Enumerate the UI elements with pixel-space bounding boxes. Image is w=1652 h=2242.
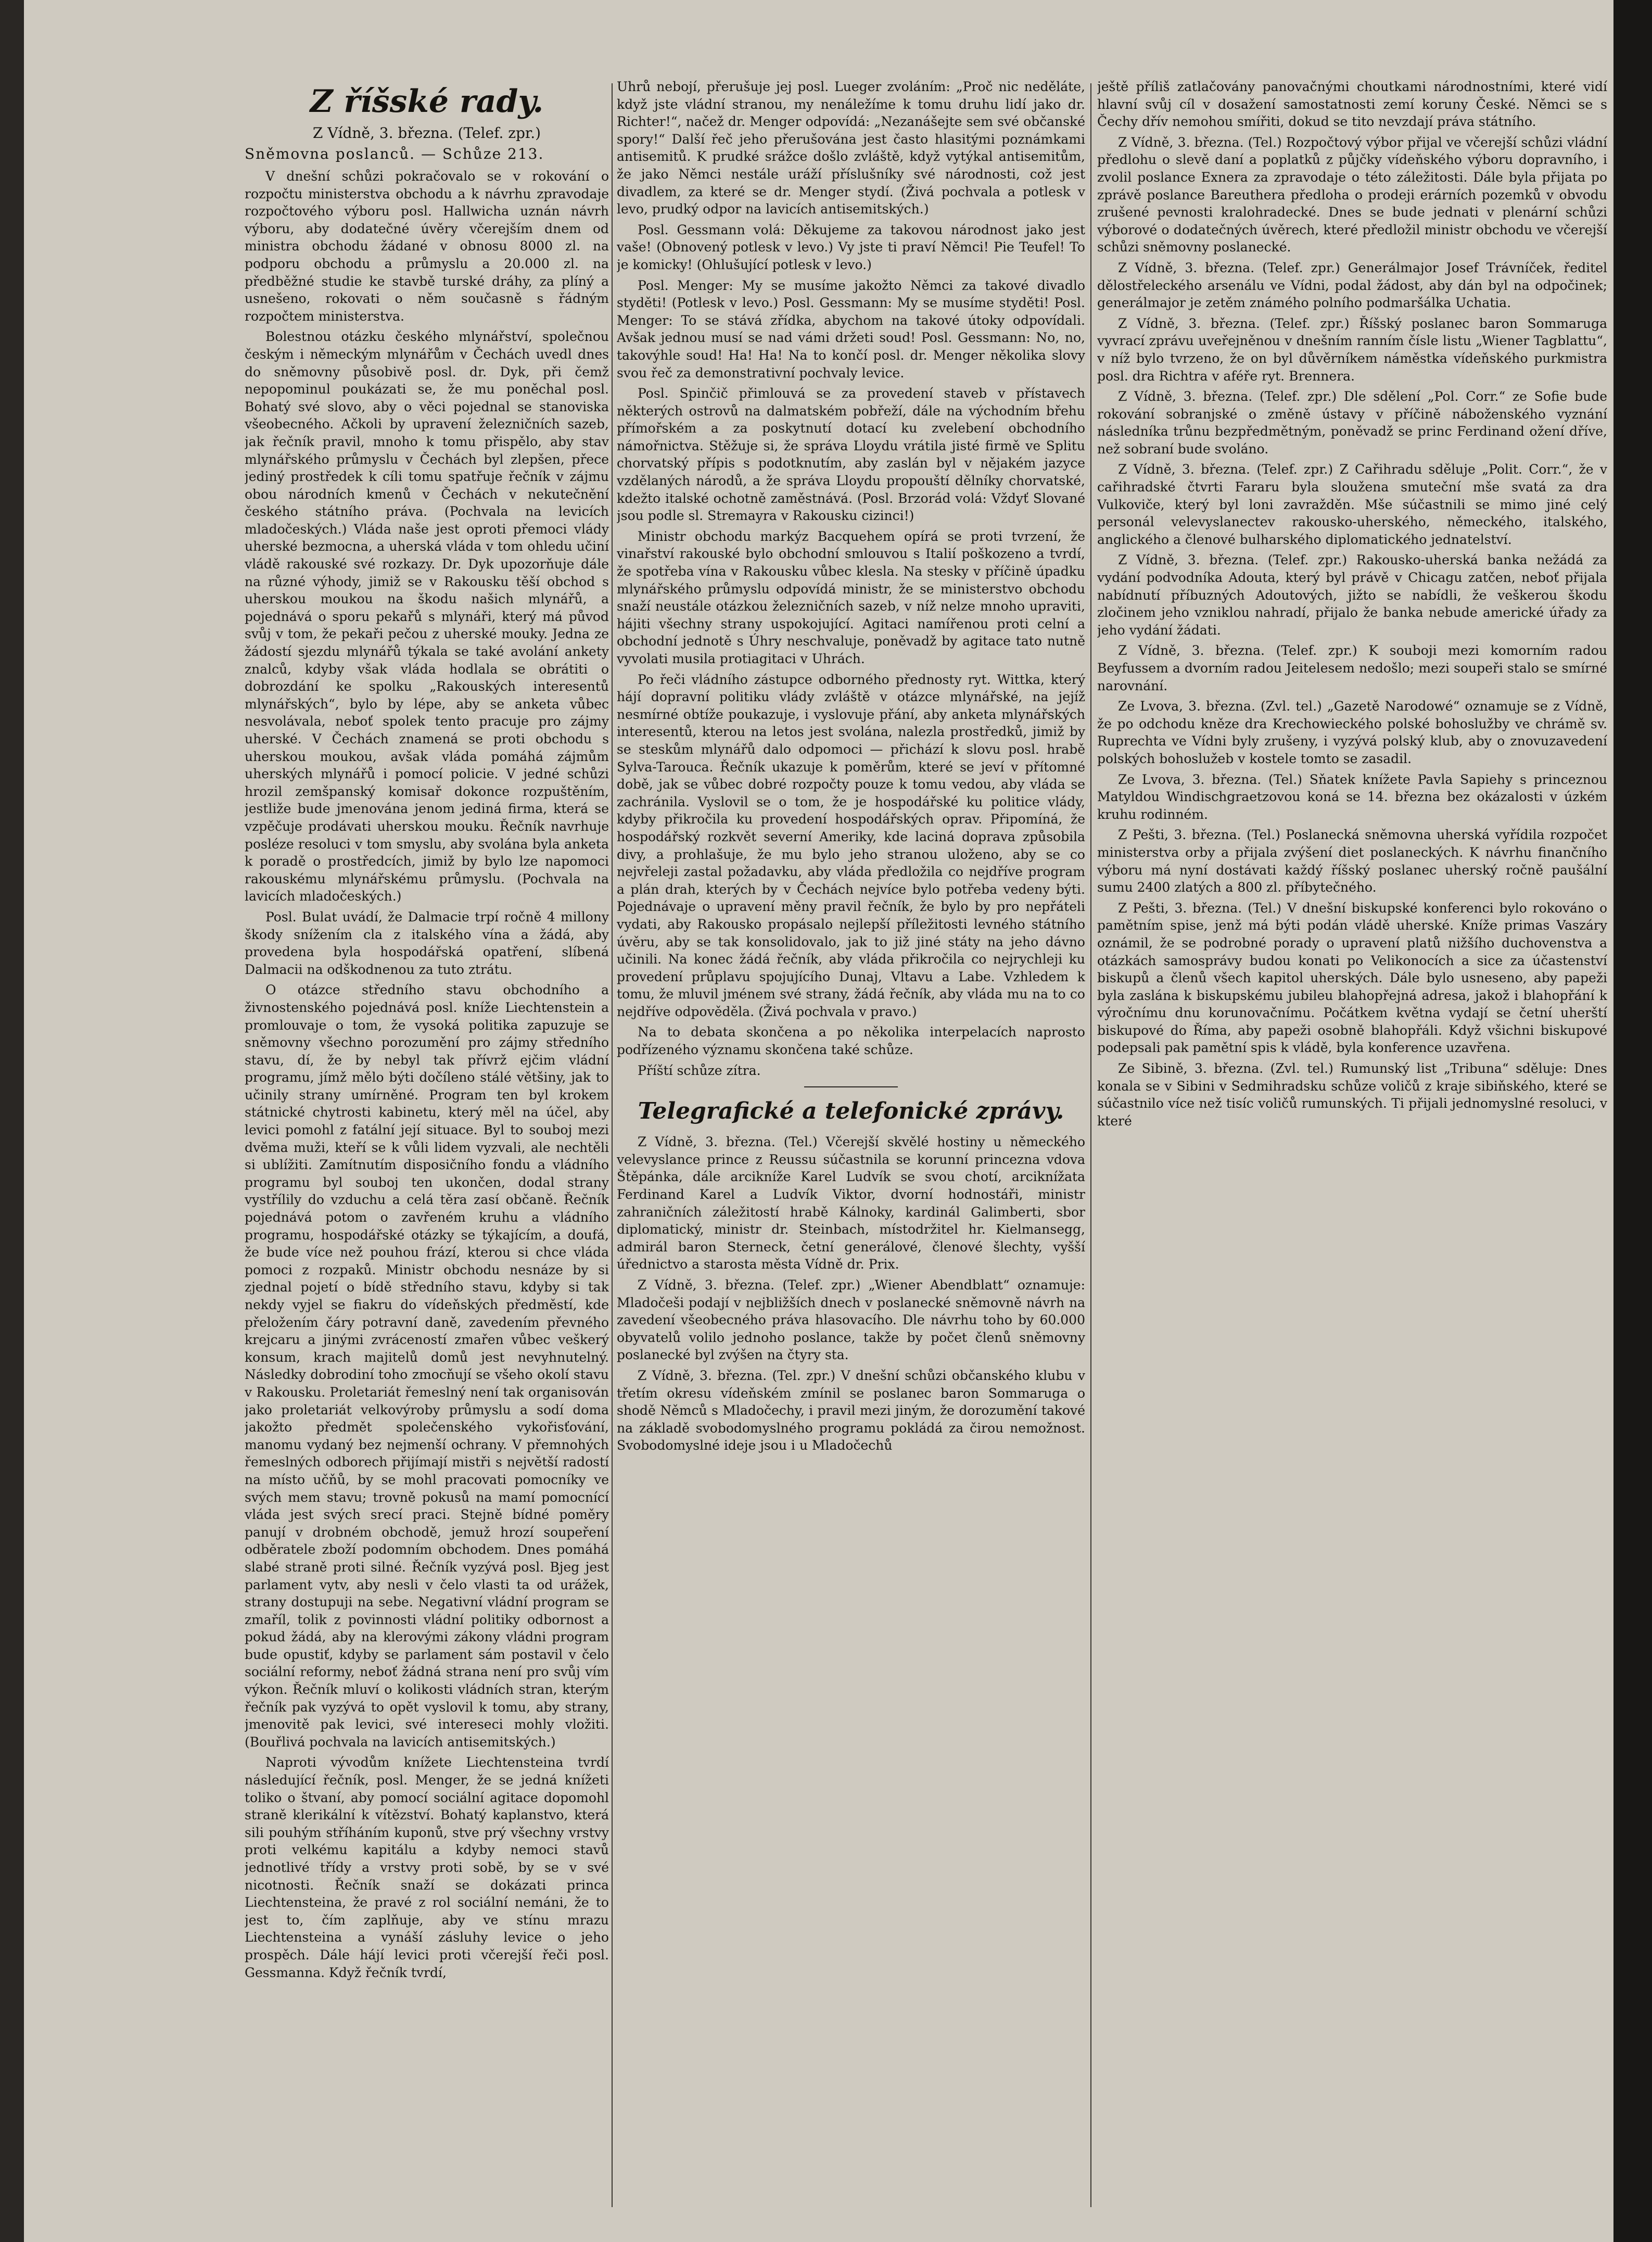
article-paragraph: Naproti vývodům knížete Liechtensteina tvrdí následující řečník, posl. Menger, že se jedná knížeti toliko o štvaní, aby pomocí sociální agitace dopomohl straně klerikální k vítězství. Bohatý kaplanstvo, která sili pouhým stříháním kuponů, stve prý všechny vrstvy proti velkému kapitálu a kdyby nemoci stavů jednotlivé třídy a vrstvy proti sobě, by se v své nicotnosti. Řečník snaží se dokázati princa Liechtensteina, že pravé z rol sociální nemáni, že to jest to, čím zaplňuje, aby ve stínu mrazu Liechtensteina a vynáší zásluhy levice o jeho prospěch. Dále hájí levici proti včerejší řeči posl. Gessmanna. Když řečník tvrdí, xyxy=(245,1755,609,1980)
news-item: Z Vídně, 3. března. (Tel. zpr.) V dnešní schůzi občanského klubu v třetím okresu vídeňském zmínil se poslanec baron Sommaruga o shodě Němců s Mladočechy, i pravil mezi jiným, že dorozumění takové na základě svobodomyslného programu pokládá za čirou nemožnost. Svobodomyslné ideje jsou i u Mladočechů xyxy=(617,1367,1085,1453)
article-paragraph: Posl. Bulat uvádí, že Dalmacie trpí ročně 4 millony škody snížením cla z italského vína a žádá, aby provedena byla hospodářská opatření, slíbená Dalmacii na odškodnenou za tuto ztrátu. xyxy=(245,909,609,977)
news-item: Z Pešti, 3. března. (Tel.) V dnešní biskupské konferenci bylo rokováno o pamětním spise, jenž má býti podán vládě uherské. Kníže primas Vaszáry oznámil, že se podrobné porady o upravení platů nižšího duchovenstva a otázkách samosprávy budou konati po Velikonocích a sice za účastenství biskupů a členů všech kapitol uherských. Dále bylo usneseno, aby papeži byla zaslána k biskupskému jubileu blahopřejná adresa, jakož i blahopřání k výročnímu dnu korunovačnímu. Počátkem května vydají se četní uherští biskupové do Říma, aby papeži osobně blahopřáli. Když všichni biskupové podepsali pak pamětní spis k vládě, byla konference uzavřena. xyxy=(1097,900,1607,1056)
article-paragraph: Ministr obchodu markýz Bacquehem opírá se proti tvrzení, že vinařství rakouské bylo obchodní smlouvou s Italií poškozeno a tvrdí, že spotřeba vína v Rakousku vůbec klesla. Na stesky v příčině úpadku mlynářského průmyslu odpovídá ministr, že se ministerstvo obchodu snaží neustále otázkou železničních sazeb, v níž nelze mnoho upraviti, hájiti všechny strany uspokojující. Agitaci namířenou proti celní a obchodní jednotě s Úhry neschvaluje, poněvadž by agitace tato nutně vyvolati musila protiagitaci v Uhrách. xyxy=(617,528,1085,666)
news-item: Z Vídně, 3. března. (Telef. zpr.) Říšský poslanec baron Sommaruga vyvrací zprávu uveřejněnou v dnešním ranním čísle listu „Wiener Tagblattu“, v níž bylo tvrzeno, že on byl důvěrníkem náměstka vídeňského purkmistra posl. dra Richtra v aféře ryt. Brennera. xyxy=(1097,315,1607,384)
news-item: Z Vídně, 3. března. (Tel.) Včerejší skvělé hostiny u německého velevyslance prince z Reussu súčastnila se korunní princezna vdova Štěpánka, dále arciknížе Karel Ludvík se svou chotí, arciknížata Ferdinand Karel a Ludvík Viktor, dvorní hodnostáři, ministr zahraničních záležitostí hrabě Kálnoky, kardinál Galimberti, sbor diplomatický, ministr dr. Steinbach, místodržitel hr. Kielmansegg, admirál baron Sterneck, četní generálové, členové šlechty, vyšší úřednictvo a starosta města Vídně dr. Prix. xyxy=(617,1134,1085,1272)
article-paragraph: Na to debata skončena a po několika interpelacích naprosto podřízeného významu skončena také schůze. xyxy=(617,1024,1085,1058)
column-3 xyxy=(1097,78,1607,2223)
article-paragraph: V dnešní schůzi pokračovalo se v rokování o rozpočtu ministerstva obchodu a k návrhu zpravodaje rozpočtového výboru posl. Hallwicha uznán návrh výboru, aby dodatečné úvěry včerejším dnem od ministra obchodu žádané v obnosu 8000 zl. na podporu obchodu a průmyslu a 20.000 zl. na předběžné studie ke stavbě turské dráhy, za plíný a usnešeno, rokovati o něm současně s řádným rozpočtem ministerstva. xyxy=(245,169,609,324)
article-paragraph: Posl. Gessmann volá: Děkujeme za takovou národnost jako jest vaše! (Obnovený potlesk v levo.) Vy jste ti praví Němci! Pie Teufel! To je komicky! (Ohlušující potlesk v levo.) xyxy=(617,222,1085,272)
news-item: Ze Sibině, 3. března. (Zvl. tel.) Rumunský list „Tribuna“ sděluje: Dnes konala se v Sibini v Sedmihradsku schůze voličů z kraje sibiňského, které se súčastnilo více než tisíc voličů rumunských. Ti přijali jednomyslné resoluci, v které xyxy=(1097,1061,1607,1129)
scan-edge-right xyxy=(1613,0,1652,2242)
column-2 xyxy=(617,78,1085,2223)
news-item: Z Vídně, 3. března. (Telef. zpr.) Z Cařihradu sděluje „Polit. Corr.“, že v cařihradské čtvrti Fararu byla sloužena smuteční mše svatá za dra Vulkoviče, který byl loni zavražděn. Mše súčastnili se mimo jiné celý personál velevyslanectev rakousko-uherského, německého, italského, anglického a členové bulharského diplomatického jednatelství. xyxy=(1097,462,1607,547)
dateline: Z Vídně, 3. března. (Telef. zpr.) xyxy=(312,124,541,142)
column-rule xyxy=(1090,83,1091,2207)
news-item: Ze Lvova, 3. března. (Zvl. tel.) „Gazetě Narodowé“ oznamuje se z Vídně, že po odchodu kněze dra Krechowieckého polské bohoslužby ve chrámě sv. Ruprechta ve Vídni byly zrušeny, i vyzývá polský klub, aby o znovuzavedení polských bohoslužeb v kostele tomto se zasadil. xyxy=(1097,699,1607,766)
news-item: Z Vídně, 3. března. (Telef. zpr.) K souboji mezi komorním radou Beyfussem a dvorním radou Jeitelesem nedošlo; mezi soupeři stalo se smírné narovnání. xyxy=(1097,643,1607,693)
news-item: Ze Lvova, 3. března. (Tel.) Sňatek knížete Pavla Sapiehy s princeznou Matyldou Windischgraetzovou koná se 14. března bez okázalosti v úzkém kruhu rodinném. xyxy=(1097,771,1607,822)
news-item: Z Vídně, 3. března. (Telef. zpr.) Rakousko-uherská banka nežádá za vydání podvodníka Adouta, který byl právě v Chicagu zatčen, neboť přijala nabídnutí příbuzných Adoutových, jižto se nabídli, že veškerou škodu zločinem jeho vzniklou nahradí, přijalo že banka nebude americké úřady za jeho vydání žádati. xyxy=(1097,552,1607,638)
article-paragraph: O otázce středního stavu obchodního a živnostenského pojednává posl. kníže Liechtenstein a promlouvaje o tom, že vysoká politika zapuzuje se sněmovny všechno porozumění pro zájmy středního stavu, dí, že by nebyl tak přívrž ejčim vládní programu, jímž mělo býti dočíleno stálé většiny, jak to učinily strany umírněné. Program ten byl krokem státnické chytrosti kabinetu, který měl na účel, aby levici pomohl z fatální její situace. Byl to souboj mezi dvěma muži, kteří se k vůli lidem vyzvali, ale nechtěli si ublížiti. Zamítnutím disposičního fondu a vládního programu byl souboj ten ukončen, dodal strany vystřílily do vzduchu a celá těra zasí občaně. Řečník pojednává potom o zavřeném kruhu a vládního programu, hospodářské otázky se týkajícím, a doufá, že bude více než pouhou frází, kterou si chce vláda pomoci z rozpaků. Ministr obchodu nesnáze by si zjednal pojetí o bídě středního stavu, kdyby si tak nekdy vyjel se fiakru do vídeňských předměstí, kde přeložením čáry potravní daně, zavedením převného krejcaru a jinými zvráceností zmařen vůbec veškerý konsum, krach majitelů domů jest nevyhnutelný. Následky dobrodiní toho zmocňují se všeho okolí stavu v Rakousku. Proletariát řemeslný není tak organisován jako proletariát velkovýroby průmyslu a sodí doma jakožto předmět společenského vykořisťování, manomu vydaný bez nejmenší ochrany. V přemnohých řemeslných odborech přijímají mistři s největší radostí na místo učňů, by se mohl pracovati pomocníky ve svých mem stavu; trovně pokusů na mamí pomocnící vláda jest svých srecí praci. Stejně bídné poměry panují v drobném obchodě, jemuž hrozí soupeření odběratele zboží podomním obchodem. Dnes pomáhá slabé straně proti silné. Řečník vyzývá posl. Bjeg jest parlament vytv, aby nesli v čelo vlasti ta od urážek, strany dostupuji na sebe. Negativní vládní program se zmaříl, tolik z povinnosti vládní politiky odbornost a pokud žádá, aby na klerovými zákony vládni program bude opustiť, kdyby se parlament sám postavil v čelo sociální reformy, neboť žádná strana není pro svůj vím výkon. Řečník mluví o kolikosti vládních stran, kterým řečník pak vyzývá to opět vyslovil k tomu, aby strany, jmenovitě pak levici, své intereseci mohly vložiti. (Bouřlivá pochvala na lavicích antisemitských.) xyxy=(245,982,609,1750)
article-paragraph: Posl. Menger: My se musíme jakožto Němci za takové divadlo styděti! (Potlesk v levo.) Posl. Gessmann: My se musíme styděti! Posl. Menger: To se stává zřídka, abychom na takové útoky odpovídali. Avšak jednou musí se nad vámi držeti soud! Posl. Gessmann: No, no, takovýhle soud! Ha! Ha! Na to končí posl. dr. Menger několika slovy svou řeč za demonstrativní pochvaly levice. xyxy=(617,277,1085,381)
news-item: Z Vídně, 3. března. (Tel.) Rozpočtový výbor přijal ve včerejší schůzi vládní předlohu o slevě daní a poplatků z půjčky vídeňského výboru dopravního, i zvolil poslance Exnera za zpravodaje o této záležitosti. Dále byla přijata po zprávě poslance Bareuthera předloha o prodeji erárních pozemků v obvodu zrušené pevnosti kralohradecké. Dnes se bude jednati v plenární schůzi výborové o dodatečných úvěrech, které předložil ministr obchodu ve včerejší schůzi sněmovny poslanecké. xyxy=(1097,134,1607,255)
column-1 xyxy=(245,78,609,2223)
section-heading-telegrams: Telegrafické a telefonické zprávy. xyxy=(638,1098,1064,1125)
scan-edge-left xyxy=(0,0,24,2242)
section-heading-parliament: Z říšské rady. xyxy=(310,83,544,120)
session-subheading: Sněmovna poslanců. — Schůze 213. xyxy=(245,145,544,162)
news-item: Z Vídně, 3. března. (Telef. zpr.) Generálmajor Josef Trávníček, ředitel dělostřeleckého arsenálu ve Vídni, podal žádost, aby dán byl na odpočinek; generálmajor je zetěm známého polního podmaršálka Uchatia. xyxy=(1097,260,1607,311)
section-divider xyxy=(804,1086,898,1087)
news-item: Z Pešti, 3. března. (Tel.) Poslanecká sněmovna uherská vyřídila rozpočet ministerstva orby a přijala zvýšení diet poslaneckých. K návrhu finančního výboru má nyní dostávati každý říšský poslanec uherský ročně paušální sumu 2400 zlatých a 800 zl. příbytečného. xyxy=(1097,827,1607,895)
article-paragraph: Posl. Spinčič přimlouvá se za provedení staveb v přístavech některých ostrovů na dalmatském pobřeží, dále na východním břehu přímořském a za poskytnutí dotací ku zvelebení obchodního námořnictva. Stěžuje si, že správa Lloydu vrátila jisté firmě ve Splitu chorvatský přípis s podotknutím, aby zaslán byl v nějakém jazyce vzdělaných národů, a že správa Lloydu propouští dělníky chorvatské, kdežto italské ochotně zaměstnává. (Posl. Brzorád volá: Vždyť Slované jsou podle sl. Stremayra v Rakousku cizinci!) xyxy=(617,386,1085,524)
article-paragraph: Příští schůze zítra. xyxy=(638,1062,761,1078)
article-paragraph: Uhrů nebojí, přerušuje jej posl. Lueger zvoláním: „Proč nic neděláte, když jste vládní stranou, my nenáležíme k tomu druhu lidí jako dr. Richter!“, načež dr. Menger odpovídá: „Nezanášejte sem své občanské spory!“ Další řeč jeho přerušována jest často hlasitými poznámkami antisemitů. K prudké srážce došlo zvláště, když vytýkal antisemitům, že jako Němci nestále uráží příslušníky své národnosti, což jest divadlem, za které se dr. Menger stydí. (Živá pochvala a potlesk v levo, prudký odpor na lavicích antisemitských.) xyxy=(617,79,1085,217)
news-item: Z Vídně, 3. března. (Telef. zpr.) „Wiener Abendblatt“ oznamuje: Mladočeši podají v nejbližších dnech v poslanecké sněmovně návrh na zavedení všeobecného práva hlasovacího. Dle návrhu toho by 60.000 obyvatelů volilo jednoho poslance, takže by počet členů sněmovny poslanecké byl zvýšen na čtyry sta. xyxy=(617,1277,1085,1363)
article-paragraph: Po řeči vládního zástupce odborného přednosty ryt. Wittka, který hájí dopravní politiku vlády zvláště v otázce mlynářské, na jejíž nesmírné obtíže poukazuje, i vyslovuje přání, aby anketa mlynářských interesentů, kterou na letos jest svolána, nalezla prostředků, jimiž by se steskům mlynářů dalo odpomoci — přichází k slovu posl. hrabě Sylva-Tarouca. Řečník ukazuje k poměrům, které se jeví v přítomné době, jak se vůbec dobré rozpočty pouze k tomu vedou, aby vláda se zachránila. Vyslovil se o tom, že je hospodářské ku politice vlády, kdyby přikročila ku provedení hospodářských oprav. Připomíná, že hospodářský rozkvět severní Ameriky, kde laciná doprava způsobila divy, a prohlašuje, že mu bylo jeho stranou uloženo, aby se co nejvřeleji zastal požadavku, aby vláda předložila co nejdříve program a plán drah, kterých by v Čechách nejvíce bylo potřeba vedeny býti. Pojednávaje o upravení měny pravil řečník, že bylo by pro nepřáteli vydati, aby Rakousko propásalo nejlepší příležitosti levného státního úvěru, aby se tak konsolidovalo, jak to již jiné státy na jeho dávno učinili. Na konec žádá řečník, aby vláda přikročila co nejrychleji ku provedení průplavu spojujícího Dunaj, Vltavu a Labe. Vzhledem k tomu, že mluvil jménem své strany, žádá řečník, aby vláda mu na to co nejdříve odpověděla. (Živá pochvala v pravo.) xyxy=(617,672,1085,1019)
article-paragraph: Bolestnou otázku českého mlynářství, společnou českým i německým mlynářům v Čechách uvedl dnes do sněmovny působivě posl. dr. Dyk, při čemž nepopominul poukázati se, že mu poněchal posl. Bohatý své slovo, aby o věci pojednal se stanoviska všeobecného. Ačkoli by upravení železničních sazeb, jak řečník pravil, mnoho k tomu přispělo, aby stav mlynářského průmyslu v Čechách byl zlepšen, přece jediný prostředek k cíli tomu spatřuje řečník v zájmu obou národních kmenů v Čechách v nekutečnění českého státního práva. (Pochvala na levicích mladočeských.) Vláda naše jest oproti přemoci vlády uherské bezmocna, a uherská vláda v tom ohledu učiní vládě rakouské své rozkazy. Dr. Dyk upozorňuje dále na různé výhody, jimiž se v Rakousku těší obchod s uherskou moukou na škodu našich mlynářů, a pojednává o sporu pekařů s mlynáři, který má původ svůj v tom, že pekaři pečou z uherské mouky. Jedna ze žádostí sjezdu mlynářů týkala se také avolání ankety znalců, kdyby však vláda hodlala se obrátiti o dobrozdání ke spolku „Rakouských interesentů mlynářských“, bylo by lépe, aby se anketa vůbec nesvolávala, neboť spolek tento pracuje pro zájmy uherské. V Čechách znamená se proti obchodu s uherskou moukou, avšak vláda pomáhá zájmům uherských mlynářů i pomocí policie. V jedné schůzi hrozil zemšpanský komisař dokonce rozpuštěním, jestliže bude jmenována jenom jediná firma, která se vzpěčuje prodávati uherskou mouku. Řečník navrhuje posléze resoluci v tom smyslu, aby svolána byla anketa k poradě o prostředcích, jimiž by bylo lze napomoci rakouskému mlynářskému průmyslu. (Pochvala na lavicích mladočeských.) xyxy=(245,329,609,904)
news-item: ještě příliš zatlačovány panovačnými choutkami národnostními, které vidí hlavní svůj cíl v dosažení samostatnosti zemí koruny České. Němci se s Čechy dřív nemohou smířiti, dokud se tito nevzdají práva státního. xyxy=(1097,79,1607,130)
news-item: Z Vídně, 3. března. (Telef. zpr.) Dle sdělení „Pol. Corr.“ ze Sofie bude rokování sobranjské o změně ústavy v příčině náboženského vyznání následníka trůnu bezpředmětným, poněvadž se princ Ferdinand ožení dříve, než sobraní bude svoláno. xyxy=(1097,389,1607,457)
column-rule xyxy=(612,83,613,2207)
